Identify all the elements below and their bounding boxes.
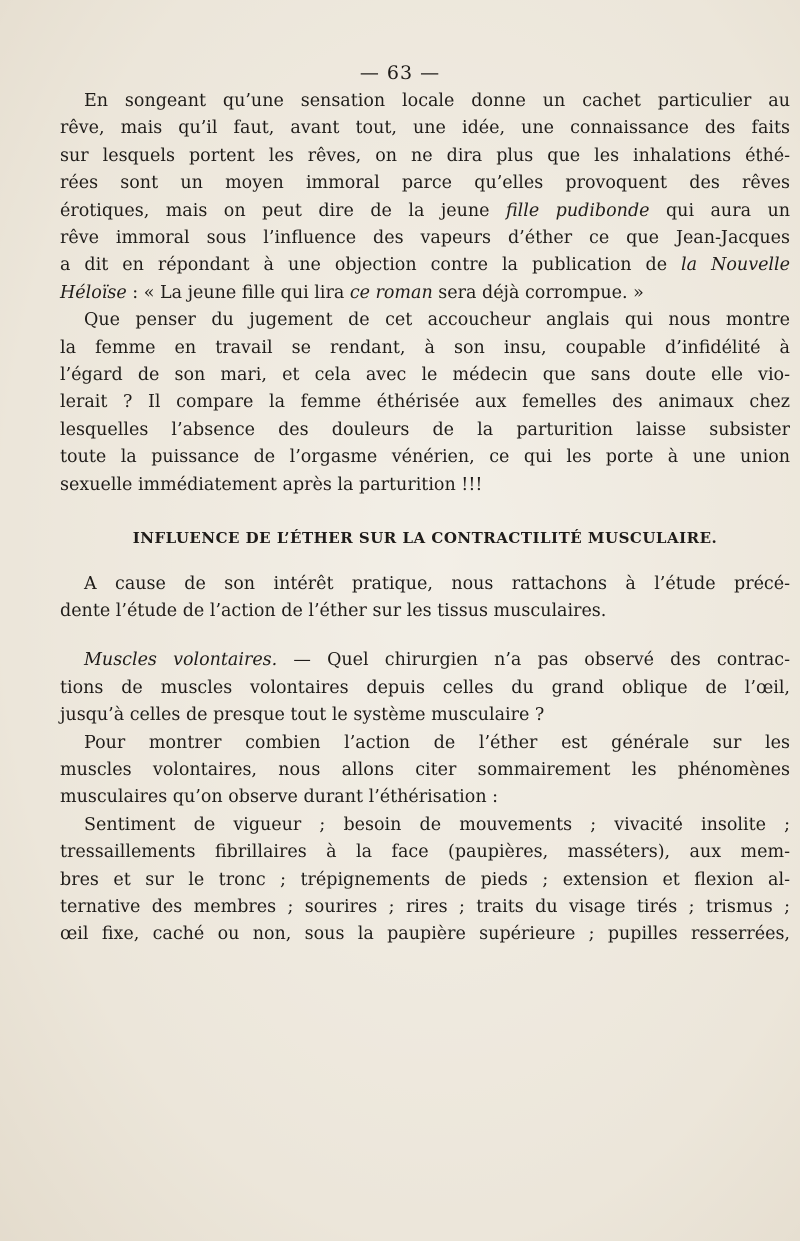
text-line: jusqu’à celles de presque tout le système musculaire ? [60, 705, 545, 726]
paragraph-3 [60, 571, 790, 626]
text-line: rêve, mais qu’il faut, avant tout, une idée, une connaissance des faits [60, 118, 790, 139]
text-line: lerait ? Il compare la femme éthérisée aux femelles des animaux chez [60, 392, 790, 413]
text-line: A cause de son intérêt pratique, nous rattachons à l’étude précé- [84, 573, 790, 594]
text-line: œil fixe, caché ou non, sous la paupière supérieure ; pupilles resserrées, [60, 924, 790, 945]
text-line: dente l’étude de l’action de l’éther sur les tissus musculaires. [60, 600, 607, 621]
text-line: érotiques, mais on peut dire de la jeune fille pudibonde qui aura un [60, 200, 790, 221]
text-line: bres et sur le tronc ; trépignements de pieds ; extension et flexion al- [60, 869, 790, 890]
text-line: sexuelle immédiatement après la parturition !!! [60, 474, 483, 495]
italic-title: la Nouvelle [681, 255, 790, 276]
text-line: sur lesquels portent les rêves, on ne dira plus que les inhalations éthé- [60, 145, 790, 166]
italic-phrase: ce roman [349, 282, 433, 303]
text-line: toute la puissance de l’orgasme vénérien, ce qui les porte à une union [60, 447, 790, 468]
text-line: l’égard de son mari, et cela avec le médecin que sans doute elle vio- [60, 365, 790, 386]
text-line: la femme en travail se rendant, à son insu, coupable d’infidélité à [60, 337, 790, 358]
paragraph-5 [60, 730, 790, 812]
subsection-title: Muscles volontaires. [84, 650, 278, 671]
text-line: Pour montrer combien l’action de l’éther est générale sur les [84, 732, 790, 753]
paragraph-2 [60, 307, 790, 499]
text-line: musculaires qu’on observe durant l’éthérisation : [60, 787, 499, 808]
page-text [60, 88, 790, 949]
text-line: rées sont un moyen immoral parce qu’elles provoquent des rêves [60, 173, 790, 194]
text-line: Héloïse : « La jeune fille qui lira ce roman sera déjà corrompue. » [60, 282, 644, 303]
page-number: — 63 — [359, 62, 441, 84]
paragraph-6 [60, 812, 790, 949]
text-line: tressaillements fibrillaires à la face (paupières, masséters), aux mem- [60, 842, 790, 863]
text-line: lesquelles l’absence des douleurs de la parturition laisse subsister [60, 419, 790, 440]
text-line: rêve immoral sous l’influence des vapeurs d’éther ce que Jean-Jacques [60, 228, 790, 249]
section-heading: INFLUENCE DE L’ÉTHER SUR LA CONTRACTILITÉ MUSCULAIRE. [132, 529, 718, 548]
text-line: Muscles volontaires. — Quel chirurgien n’a pas observé des contrac- [84, 650, 790, 671]
italic-phrase: fille pudibonde [505, 200, 650, 221]
text-line: ternative des membres ; sourires ; rires ; traits du visage tirés ; trismus ; [60, 896, 790, 917]
text-line: muscles volontaires, nous allons citer sommairement les phénomènes [60, 759, 790, 780]
text-line: Que penser du jugement de cet accoucheur anglais qui nous montre [84, 310, 790, 331]
text-line: En songeant qu’une sensation locale donne un cachet particulier au [84, 91, 790, 111]
spacer [60, 625, 790, 647]
italic-title: Héloïse [60, 282, 127, 303]
text-line: a dit en répondant à une objection contre la publication de la Nouvelle [60, 255, 790, 276]
text-line: tions de muscles volontaires depuis celles du grand oblique de l’œil, [60, 677, 790, 698]
paragraph-4 [60, 647, 790, 729]
text-line: Sentiment de vigueur ; besoin de mouvements ; vivacité insolite ; [84, 814, 790, 835]
paragraph-1 [60, 88, 790, 307]
